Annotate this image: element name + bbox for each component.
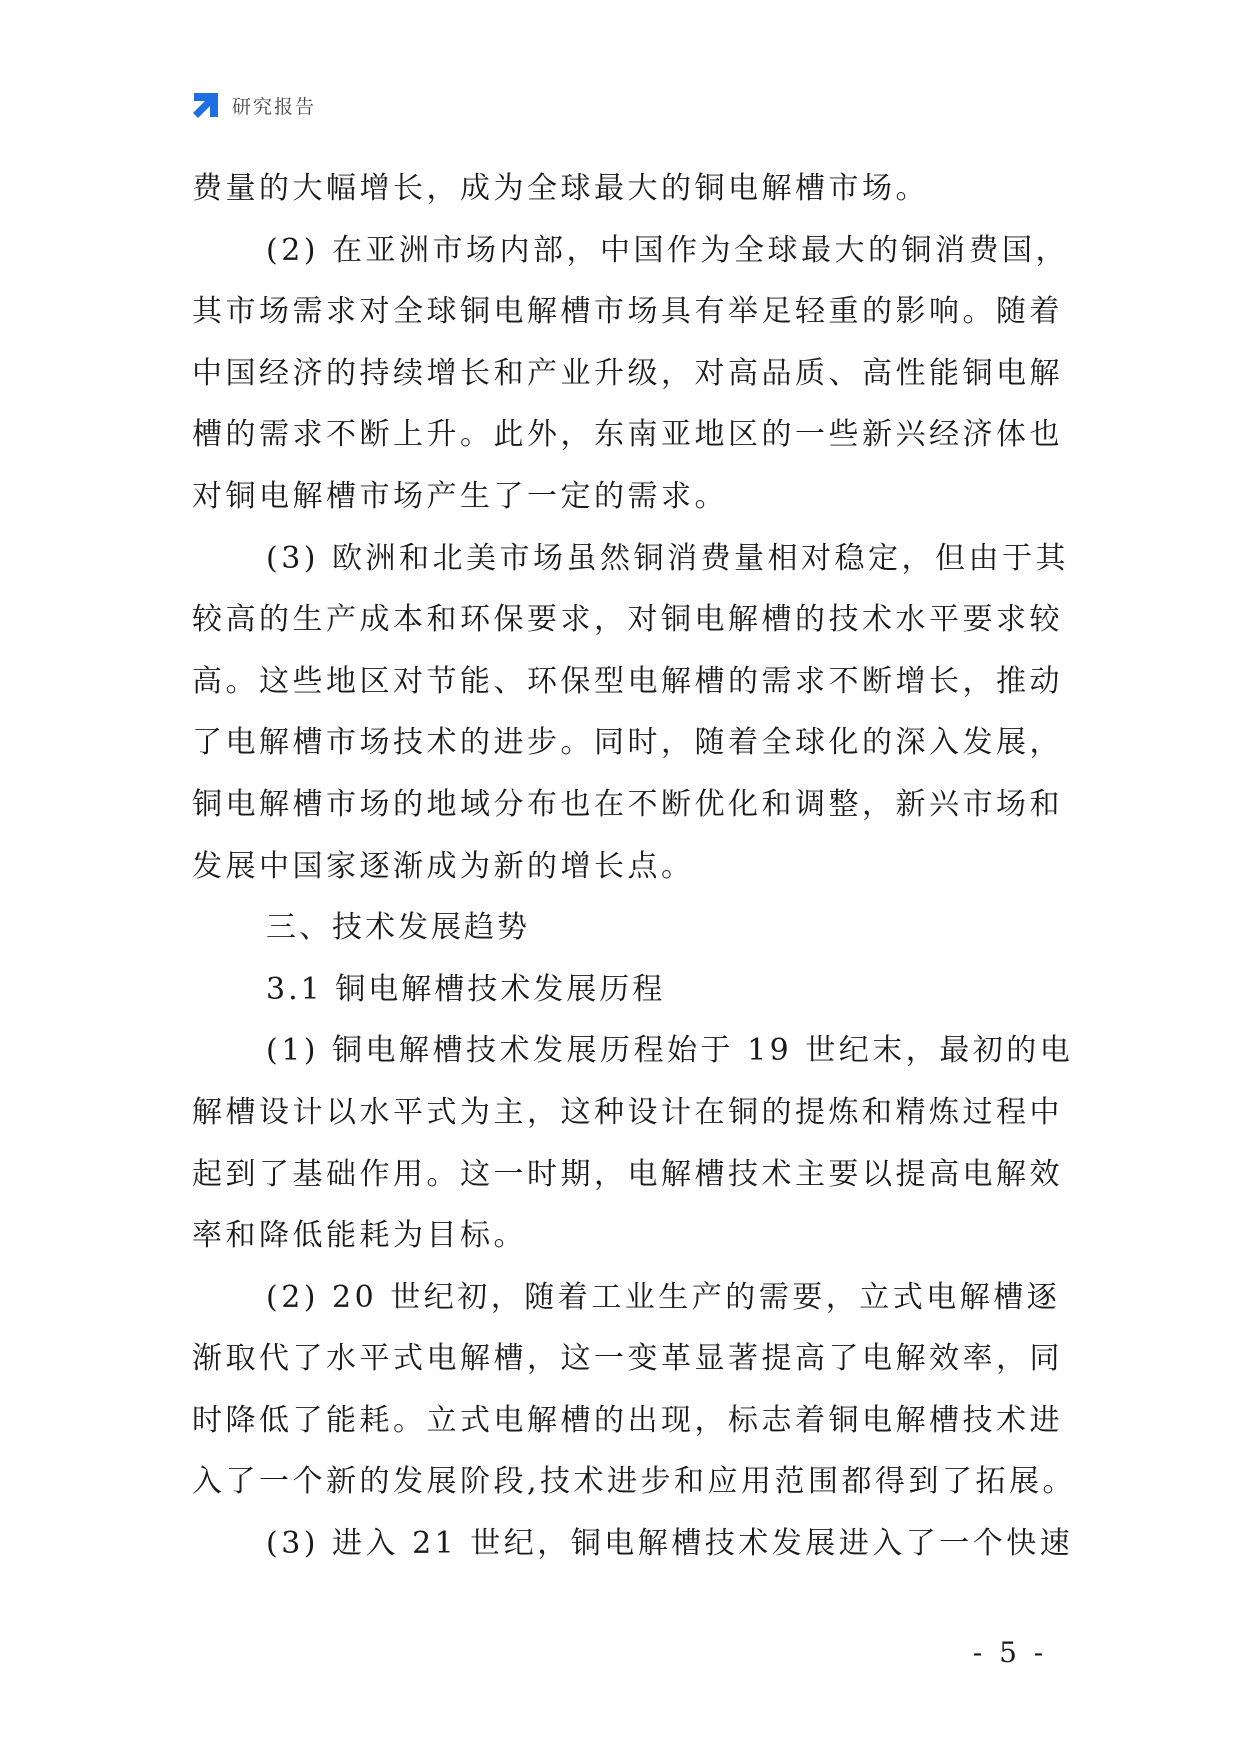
text-line: 较高的生产成本和环保要求，对铜电解槽的技术水平要求较 <box>192 602 1063 638</box>
paragraph-start: (2) 20 世纪初，随着工业生产的需要，立式电解槽逐 <box>266 1279 1061 1315</box>
text-line: 高。这些地区对节能、环保型电解槽的需求不断增长，推动 <box>192 663 1063 699</box>
body-text <box>192 158 1077 1575</box>
text-line: 入了一个新的发展阶段,技术进步和应用范围都得到了拓展。 <box>192 1464 1077 1500</box>
paragraph-start: (3) 进入 21 世纪，铜电解槽技术发展进入了一个快速 <box>266 1526 1074 1562</box>
text-line: 率和降低能耗为目标。 <box>192 1218 527 1254</box>
subsection-heading: 3.1 铜电解槽技术发展历程 <box>266 971 666 1007</box>
text-line: 费量的大幅增长，成为全球最大的铜电解槽市场。 <box>192 171 929 206</box>
text-line: 了电解槽市场技术的进步。同时，随着全球化的深入发展， <box>192 725 1063 761</box>
text-line: 起到了基础作用。这一时期，电解槽技术主要以提高电解效 <box>192 1156 1063 1192</box>
paragraph-start: (1) 铜电解槽技术发展历程始于 19 世纪末，最初的电 <box>266 1033 1074 1069</box>
report-type-label: 研究报告 <box>232 95 317 118</box>
text-line: 渐取代了水平式电解槽，这一变革显著提高了电解效率，同 <box>192 1341 1063 1377</box>
text-line: 对铜电解槽市场产生了一定的需求。 <box>192 478 728 514</box>
page-number: - 5 - <box>972 1636 1048 1669</box>
section-heading: 三、技术发展趋势 <box>266 910 530 946</box>
text-line: 槽的需求不断上升。此外，东南亚地区的一些新兴经济体也 <box>192 417 1063 453</box>
text-line: 发展中国家逐渐成为新的增长点。 <box>192 848 695 884</box>
text-line: 解槽设计以水平式为主，这种设计在铜的提炼和精炼过程中 <box>192 1094 1063 1130</box>
text-line: 其市场需求对全球铜电解槽市场具有举足轻重的影响。随着 <box>192 294 1063 330</box>
paragraph-start: (3) 欧洲和北美市场虽然铜消费量相对稳定，但由于其 <box>266 540 1070 576</box>
text-line: 铜电解槽市场的地域分布也在不断优化和调整，新兴市场和 <box>192 786 1063 822</box>
paragraph-start: (2) 在亚洲市场内部，中国作为全球最大的铜消费国， <box>266 232 1070 268</box>
text-line: 中国经济的持续增长和产业升级，对高品质、高性能铜电解 <box>192 355 1063 391</box>
report-header <box>190 88 316 122</box>
arrow-up-right-icon <box>190 89 222 121</box>
text-line: 时降低了能耗。立式电解槽的出现，标志着铜电解槽技术进 <box>192 1402 1063 1438</box>
